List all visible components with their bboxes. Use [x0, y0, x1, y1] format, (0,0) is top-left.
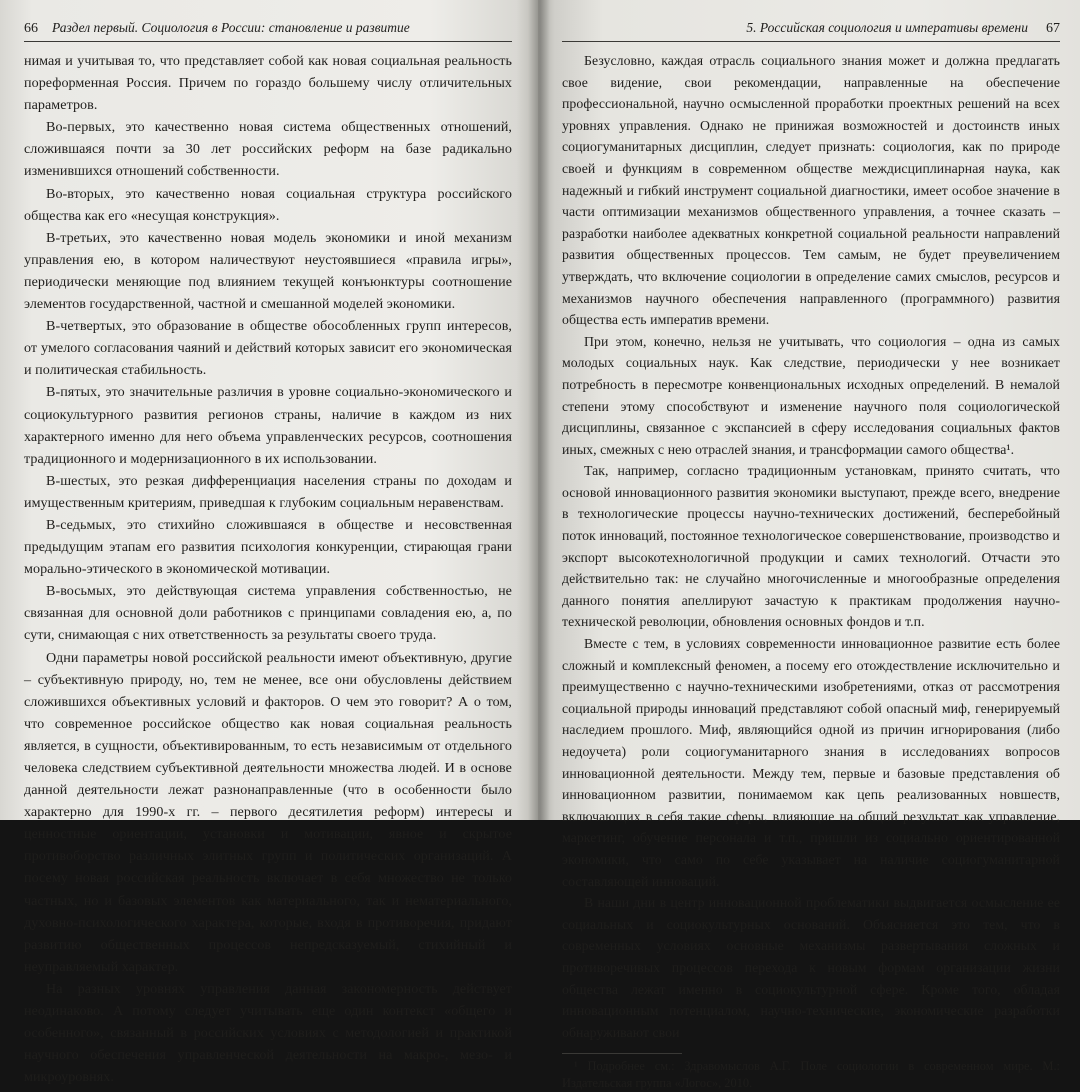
paragraph: Безусловно, каждая отрасль социального знания может и должна предлагать свое видение, свои рекомендации, направленные на обеспечение профессиональной, научно осмысленной проработки проектных решений на всех уровнях управления. Однако не принижая возможностей и достоинств иных социогуманитарных дисциплин, следует признать: социология, как по природе своей и функциям в современном обществе междисциплинарная наука, как надежный и гибкий инструмент социальной диагностики, имеет особое значение в части оптимизации механизмов общественного управления, а точнее сказать – разработки наиболее адекватных конкретной социальной реальности направлений развития общественных процессов. Тем самым, не будет преувеличением утверждать, что включение социологии в определение самих смыслов, ресурсов и механизмов научного обеспечения направленного (программного) развития общества есть императив времени.: [562, 53, 1060, 328]
left-page-number: 66: [24, 21, 38, 36]
footnote-divider: [562, 1053, 682, 1054]
left-running-header: Раздел первый. Социология в России: становление и развитие: [52, 20, 410, 35]
left-page-body: [24, 50, 512, 1088]
right-page-header: [562, 20, 1060, 42]
paragraph: В-седьмых, это стихийно сложившаяся в обществе и несовственная предыдущим этапам его развития психология конкуренции, стирающая грани морально-этического в экономической мотивации.: [24, 516, 512, 578]
paragraph: Во-первых, это качественно новая система общественных отношений, сложившаяся почти за 30 лет российских реформ на базе радикально изменившихся отношений собственности.: [24, 119, 512, 180]
paragraph: На разных уровнях управления данная закономерность действует неодинаково. А потому следует учитывать еще один контекст «общего и особенного», связанный в российских условиях с методологией и практикой научного обеспечения управленческой деятельности на макро-, мезо- и микроуровнях.: [24, 980, 512, 1086]
paragraph: В-третьих, это качественно новая модель экономики и иной механизм управления ею, в котором наличествуют неустоявшиеся «правила игры», периодически меняющие под влиянием текущей конъюнктуры соотношение элементов государственной, частной и смешанной моделей экономики.: [24, 229, 512, 313]
paragraph: При этом, конечно, нельзя не учитывать, что социология – одна из самых молодых социальных наук. Как следствие, периодически у нее возникает потребность в пересмотре конвенциональных исходных определений. В немалой степени этому способствуют и изменение научного поля социологической дисциплины, связанное с экспансией в сферу исследования социальных фактов иных, смежных с нею отраслей знания, и трансформации самого общества¹.: [562, 333, 1060, 457]
paragraph: нимая и учитывая то, что представляет собой как новая социальная реальность пореформенная Россия. Причем по гораздо большему числу отличительных параметров.: [24, 53, 512, 114]
paragraph: В-шестых, это резкая дифференциация населения страны по доходам и имущественным критериям, приведшая к глубоким социальным неравенствам.: [24, 472, 512, 511]
paragraph: Одни параметры новой российской реальности имеют объективную, другие – субъективную природу, но, тем не менее, все они обусловлены действием сложившихся объективных условий и факторов. О чем это говорит? А о том, что современное российское общество как новая социальная реальность является, в сущности, объективированным, то есть независимым от отдельного человека следствием субъективной деятельности множества людей. И в основе данной деятельности лежат разнонаправленные (что в особенности было характерно для 1990-х гг. – первого десятилетия реформ) интересы и ценностные ориентации, установки и мотивации, явное и скрытое противоборство различных элитных групп и политических организаций. А посему новая российская реальность включает в себя множество не только частных, но и базовых элементов как материального, так и нематериального, духовно-психологического характера, которые, входя в противоречия, придают развитию общественных процессов непредсказуемый, стихийный и неуправляемый характер.: [24, 649, 512, 975]
paragraph: Так, например, согласно традиционным установкам, принято считать, что основой инновационного развития экономики выступают, прежде всего, внедрение в технологические процессы научно-технических достижений, бесперебойный поток инноваций, постоянное технологическое совершенствование, производство и экспорт высокотехнологичной продукции и самих технологий. Отчасти это действительно так: не случайно многочисленные и многообразные определения данного понятия апеллируют зачастую к практикам продолжения научно-технической революции, обновления основных фондов и т.п.: [562, 463, 1060, 630]
paragraph: Вместе с тем, в условиях современности инновационное развитие есть более сложный и комплексный феномен, а посему его отождествление исключительно и преимущественно с научно-техническими изобретениями, отказ от рассмотрения социальной природы инноваций представляют собой опасный миф, генерируемый наследием прошлого. Миф, являющийся одной из причин игнорирования (либо недоучета) роли социогуманитарного знания в исследованиях вопросов инновационной деятельности. Между тем, первые и базовые представления об инновационном развитии, понимаемом как цепь реализованных новшеств, включающих в себя такие сферы, влияющие на общий результат как управление, маркетинг, обучение персонала и т.п., пришли из социально ориентированной экономики, что само по себе указывает на наличие социогуманитарной составляющей инноваций.: [562, 636, 1060, 889]
left-page-header: [24, 20, 512, 42]
paragraph: В наши дни в центр инновационной проблематики выдвигается осмысление ее социальных и социокультурных оснований. Объясняется это тем, что в современных условиях основные механизмы развертывания сложных и противоречивых процессов перехода к новым формам организации жизни общества лежат именно в социокультурной сфере. Кроме того, обладая инновационным потенциалом, научно-технические, экономические разработки обнаруживают свои: [562, 895, 1060, 1040]
paragraph: В-пятых, это значительные различия в уровне социально-экономического и социокультурного развития регионов страны, наличие в каждом из них характерного именно для него объема управленческих ресурсов, соотношения традиционного и модернизационного в их использовании.: [24, 384, 512, 467]
footnote: ¹ Подробнее см.: Здравомыслов А.Г. Поле социологии в современном мире. М.: Издательская группа «Логос», 2010.: [562, 1059, 1060, 1091]
paragraph: Во-вторых, это качественно новая социальная структура российского общества как его «несущая конструкция».: [24, 185, 512, 224]
right-running-header: 5. Российская социология и императивы времени: [746, 20, 1028, 35]
left-page: [0, 0, 538, 1086]
paragraph: В-восьмых, это действующая система управления собственностью, не связанная для основной доли работников с принципами совладения ею, а, по сути, снимающая с них ответственность за результаты своего труда.: [24, 583, 512, 644]
right-page: [538, 0, 1080, 1091]
right-page-body: [562, 50, 1060, 1043]
paragraph: В-четвертых, это образование в обществе обособленных групп интересов, от умелого согласования чаяний и действий которых зависит его экономическая и политическая стабильность.: [24, 318, 512, 379]
right-page-number: 67: [1046, 21, 1060, 36]
